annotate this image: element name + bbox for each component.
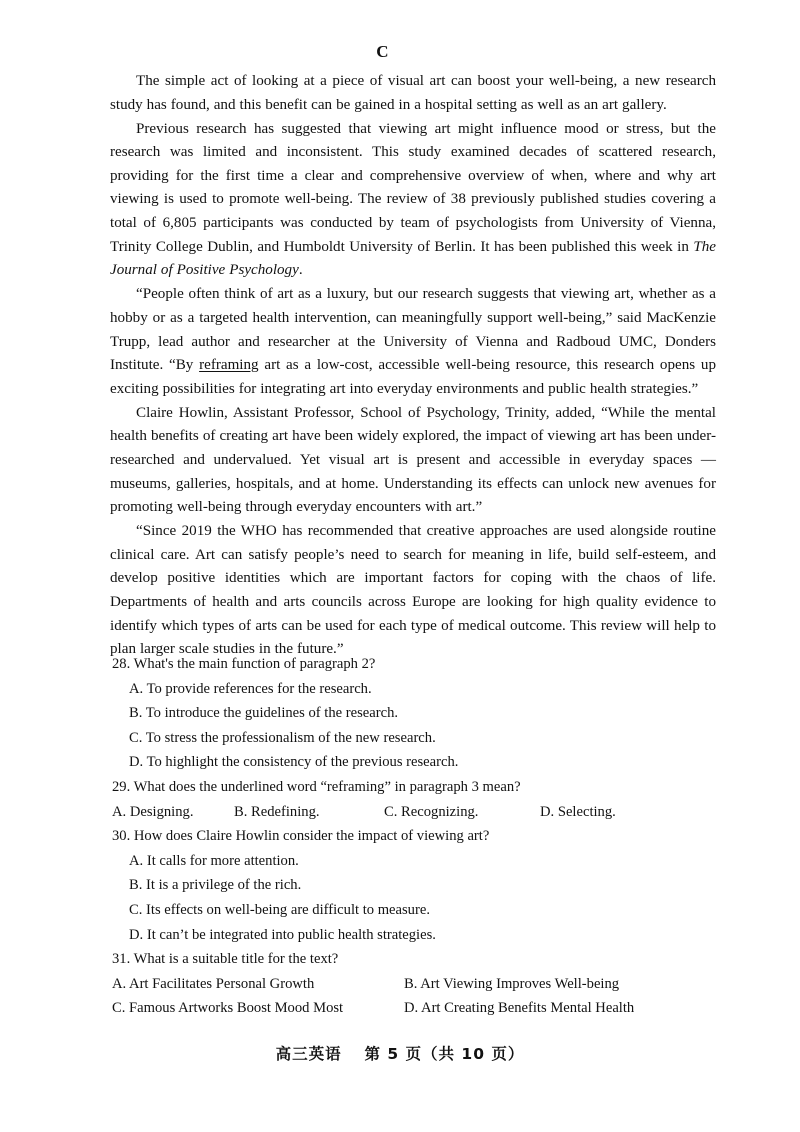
option-row [112, 996, 718, 1021]
answer-option[interactable]: C. Famous Artworks Boost Mood Most [112, 1000, 344, 1017]
page-footer [0, 1042, 800, 1064]
answer-option[interactable]: C. To stress the professionalism of the new research. [129, 729, 436, 746]
passage-text: . [298, 262, 303, 279]
answer-option[interactable]: A. It calls for more attention. [129, 852, 299, 869]
question-block [112, 947, 718, 1021]
option-row [112, 800, 718, 825]
question-block [112, 824, 718, 947]
answer-option[interactable]: A. Art Facilitates Personal Growth [112, 975, 315, 992]
passage-text: Previous research has suggested that viewing art might influence mood or stress, but the research was limited and inconsistent. This study examined decades of scattered research, providing for the first time a clear and comprehensive overview of when, where and why art viewing is used to promote well-being. The review of 38 previously published studies covering a total of 6,805 participants was conducted by team of psychologists from University of Vienna, Trinity College Dublin, and Humboldt University of Berlin. It has been published this week in [110, 120, 716, 255]
answer-option[interactable]: C. Its effects on well-being are difficult to measure. [129, 901, 430, 918]
question-stem: 30. How does Claire Howlin consider the impact of viewing art? [112, 828, 490, 845]
question-stem: 29. What does the underlined word “reframing” in paragraph 3 mean? [112, 778, 521, 795]
answer-option[interactable]: B. Art Viewing Improves Well-being [404, 975, 620, 992]
answer-option[interactable]: A. Designing. [112, 803, 194, 820]
underlined-word: reframing [199, 357, 259, 374]
passage-text: “People often think of art as a luxury, but our research suggests that viewing art, whether as a hobby or as a targeted health intervention, can meaningfully support well-being,” said MacKenzie Trupp, lead author and researcher at the University of Vienna and Radboud UMC, Donders Institute. “By [110, 286, 716, 374]
passage-text: art as a low-cost, accessible well-being resource, this research opens up exciting possibilities for integrating art into everyday environments and public health strategies.” [110, 357, 716, 397]
question-list [112, 652, 718, 1021]
answer-option[interactable]: B. It is a privilege of the rich. [129, 877, 302, 894]
passage-paragraph [110, 118, 716, 283]
answer-option[interactable]: D. To highlight the consistency of the previous research. [129, 754, 459, 771]
journal-title: The Journal of Positive Psychology [110, 238, 716, 279]
passage-text: Claire Howlin, Assistant Professor, School of Psychology, Trinity, added, “While the mental health benefits of creating art have been widely explored, the impact of viewing art has been under-researched and undervalued. Yet visual art is present and accessible in everyday spaces — museums, galleries, hospitals, and at home. Understanding its effects can unlock new avenues for promoting well-being through everyday encounters with art.” [110, 404, 716, 516]
question-stem: 31. What is a suitable title for the text? [112, 951, 339, 968]
reading-passage [110, 70, 716, 662]
answer-option[interactable]: D. Art Creating Benefits Mental Health [404, 1000, 635, 1017]
passage-text: “Since 2019 the WHO has recommended that creative approaches are used alongside routine clinical care. Art can satisfy people’s need to search for meaning in life, build self-esteem, and develop positive identities which are important factors for coping with the chaos of life. Departments of health and arts councils across Europe are looking for high quality evidence to identify which types of arts can be used for each type of medical outcome. This review will help to plan larger scale studies in the future.” [110, 523, 716, 658]
passage-paragraph [110, 283, 716, 401]
option-list [112, 677, 718, 775]
answer-option[interactable]: B. Redefining. [234, 803, 320, 820]
section-letter-heading: C [376, 42, 389, 61]
answer-option[interactable]: A. To provide references for the research. [129, 680, 372, 697]
passage-text: The simple act of looking at a piece of visual art can boost your well-being, a new research study has found, and this benefit can be gained in a hospital setting as well as an art gallery. [110, 73, 716, 113]
answer-option[interactable]: D. Selecting. [540, 803, 616, 820]
question-block [112, 652, 718, 775]
answer-option[interactable]: C. Recognizing. [384, 803, 479, 820]
passage-paragraph [110, 402, 716, 520]
option-list [112, 849, 718, 947]
passage-paragraph [110, 520, 716, 662]
footer-subject: 高三英语 [275, 1045, 342, 1063]
question-stem: 28. What's the main function of paragraph 2? [112, 656, 376, 672]
footer-page-label: 第 5 页（共 10 页） [364, 1045, 525, 1063]
question-block [112, 775, 718, 824]
passage-paragraph [110, 70, 716, 117]
option-row [112, 972, 718, 997]
answer-option[interactable]: B. To introduce the guidelines of the research. [129, 705, 399, 722]
answer-option[interactable]: D. It can’t be integrated into public health strategies. [129, 926, 436, 943]
